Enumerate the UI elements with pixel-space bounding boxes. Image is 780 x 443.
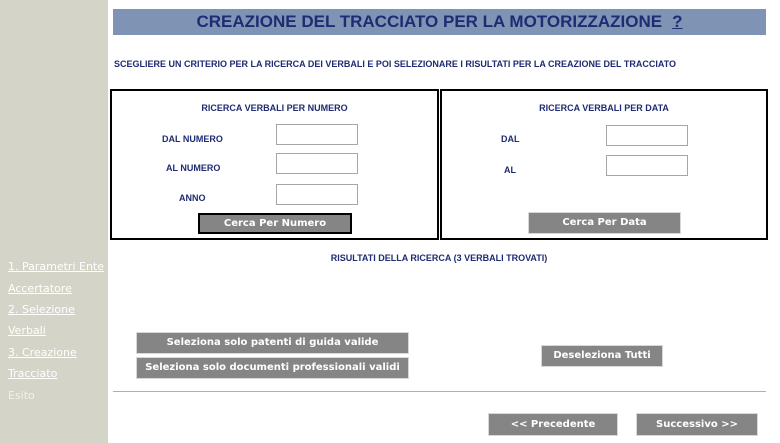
deselect-all-button[interactable]: Deseleziona Tutti <box>541 345 663 367</box>
sidebar-item-selezione[interactable]: 2. Selezione <box>8 303 75 316</box>
results-heading: RISULTATI DELLA RICERCA (3 VERBALI TROVATI) <box>330 253 548 263</box>
year-label: ANNO <box>179 193 206 203</box>
search-by-date-title: RICERCA VERBALI PER DATA <box>539 103 669 113</box>
sidebar <box>0 0 108 443</box>
search-by-date-panel <box>440 89 768 240</box>
sidebar-item-parametri-ente[interactable]: 1. Parametri Ente <box>8 260 105 273</box>
from-date-label: DAL <box>501 134 520 144</box>
next-button[interactable]: Successivo >> <box>636 413 758 436</box>
sidebar-item-esito: Esito <box>8 389 35 402</box>
from-date-input[interactable] <box>606 125 688 146</box>
previous-button[interactable]: << Precedente <box>488 413 618 436</box>
search-by-number-button[interactable]: Cerca Per Numero <box>198 213 352 234</box>
sidebar-item-accertatore[interactable]: Accertatore <box>8 282 72 295</box>
sidebar-item-verbali[interactable]: Verbali <box>8 324 46 337</box>
divider <box>113 391 766 392</box>
help-link[interactable]: ? <box>672 12 683 31</box>
select-valid-professional-documents-button[interactable]: Seleziona solo documenti professionali validi <box>136 357 409 379</box>
to-date-input[interactable] <box>606 155 688 176</box>
select-valid-licenses-button[interactable]: Seleziona solo patenti di guida valide <box>136 332 409 354</box>
page-title-bar <box>113 9 766 35</box>
from-number-label: DAL NUMERO <box>162 134 223 144</box>
search-by-number-title: RICERCA VERBALI PER NUMERO <box>201 103 348 113</box>
search-by-number-panel <box>110 89 439 240</box>
to-number-label: AL NUMERO <box>166 163 221 173</box>
year-input[interactable] <box>276 184 358 205</box>
to-number-input[interactable] <box>276 153 358 174</box>
instructions-text: SCEGLIERE UN CRITERIO PER LA RICERCA DEI VERBALI E POI SELEZIONARE I RISULTATI PER LA CREAZIONE DEL TRACCIATO <box>114 59 677 69</box>
page-title: CREAZIONE DEL TRACCIATO PER LA MOTORIZZAZIONE <box>196 12 663 31</box>
sidebar-item-creazione[interactable]: 3. Creazione <box>8 346 77 359</box>
sidebar-item-tracciato[interactable]: Tracciato <box>8 367 58 380</box>
to-date-label: AL <box>504 165 516 175</box>
search-by-date-button[interactable]: Cerca Per Data <box>528 212 681 234</box>
from-number-input[interactable] <box>276 124 358 145</box>
